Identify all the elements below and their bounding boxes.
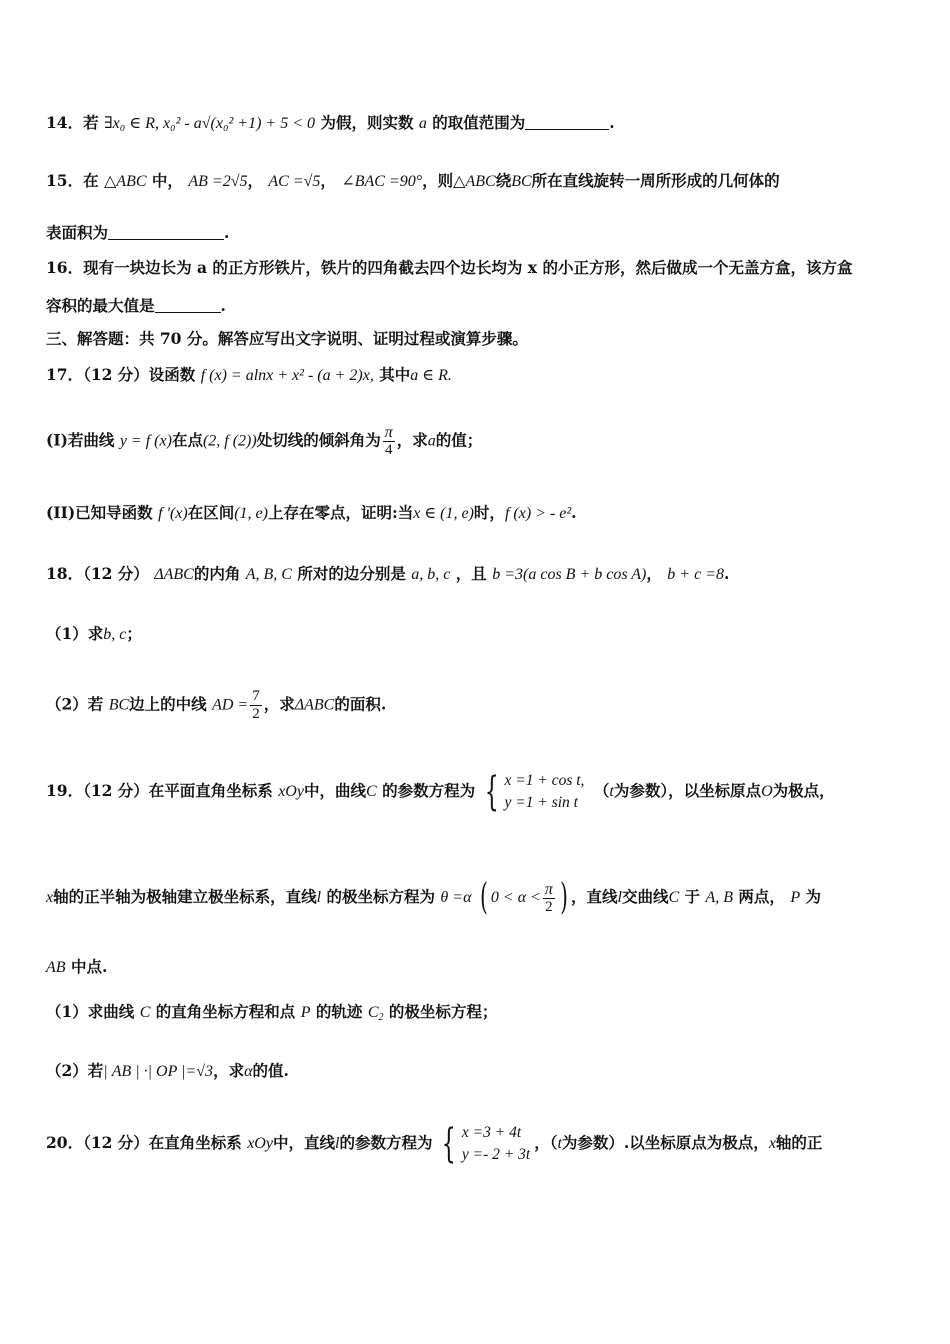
q19-p2-math: | AB | ·| OP |=√3 (103, 1063, 214, 1080)
q18-p1: （1）求 (46, 624, 104, 643)
question-16-line2 (46, 295, 226, 317)
q17-p2-x: x ∈ (1, e) (413, 505, 474, 522)
question-14 (46, 112, 615, 135)
q17-function: f (x) = alnx + x² - (a + 2)x, (200, 367, 374, 384)
q19-l2-l: l (316, 889, 322, 906)
q18-frac-num: 7 (252, 688, 260, 704)
q19-l2-cond: 0 < α < (490, 889, 541, 906)
q18-text1: 的内角 (193, 564, 241, 583)
q20-text3: ，（ (534, 1133, 558, 1152)
q19-l2-p: P (790, 889, 801, 906)
q19-o: O (761, 783, 773, 800)
question-17 (46, 364, 452, 387)
q17-p2-end: . (571, 503, 577, 522)
q17-p2-a: (II)已知导函数 (46, 503, 153, 522)
q18-eq2: b + c =8 (667, 566, 724, 583)
question-17-part1 (46, 424, 482, 459)
q19-text4: 为参数），以坐标原点 (613, 781, 762, 800)
question-16 (46, 257, 852, 279)
question-20 (46, 1122, 822, 1166)
q17-p1-point: (2, f (2)) (202, 432, 257, 450)
q18-sides: a, b, c (411, 566, 451, 583)
question-19-part1 (46, 1001, 497, 1029)
q19-l2-b: 的极坐标方程为 (326, 887, 435, 906)
q20-text4: 为参数）.以坐标原点为极点， (561, 1133, 769, 1152)
q19-l2-l-2: l (617, 889, 622, 906)
q19-l2-c-var: C (668, 889, 680, 906)
question-17-part2 (46, 502, 577, 525)
q15-answer-blank[interactable] (108, 223, 224, 240)
q15-text4: 所在直线旋转一周所形成的几何体的 (531, 171, 780, 190)
q16-line2-text: 容积的最大值是 (46, 296, 155, 315)
q19-p1-end: 的极坐标方程； (388, 1002, 498, 1021)
q19-text2: 的参数方程为 (382, 781, 476, 800)
q15-bc: BC (511, 173, 532, 190)
q14-condition: ∃x₀ ∈ R, x₀² - a√(x₀² +1) + 5 < 0 (103, 115, 316, 132)
section-3-text: 三、解答题：共 70 分。解答应写出文字说明、证明过程或演算步骤。 (46, 329, 528, 348)
q19-l2-f: 两点， (738, 887, 785, 906)
q18-text2: 所对的边分别是 (297, 564, 406, 583)
q19-p1: （1）求曲线 (46, 1002, 135, 1021)
q17-p1-c: 处切线的倾斜角为 (256, 430, 381, 450)
q16-answer-blank[interactable] (155, 296, 221, 313)
q18-frac-den: 2 (252, 706, 260, 722)
q19-p1-c2 (368, 1004, 384, 1021)
q15-text3: 绕 (495, 171, 512, 190)
question-19 (46, 770, 835, 814)
q14-number: 14．若 (46, 113, 99, 132)
q17-p2-derivative: f '(x) (158, 505, 188, 522)
q19-brace: { (484, 769, 499, 815)
q20-parametric-system (436, 1122, 530, 1166)
q20-head: 20．（12 分）在直角坐标系 (46, 1133, 242, 1152)
q18-p2-triangle: ΔABC (294, 696, 335, 714)
q19-head: 19．（12 分）在平面直角坐标系 (46, 781, 273, 800)
q19-xoy: xOy (278, 783, 304, 800)
q15-angle: ∠BAC =90° (341, 173, 423, 190)
q19-t: t (609, 783, 614, 800)
question-18: 18．（12 分） ΔABC的内角 A, B, C 所对的边分别是 a, b, c ，且 b =3(a cos B + b cos A)， b + c =8. (46, 564, 730, 583)
q18-angles: A, B, C (245, 566, 292, 583)
q20-sys-row1: x =3 + 4t (461, 1124, 522, 1141)
q19-p2-alpha: α (244, 1063, 253, 1080)
q19-l2-e: 于 (684, 887, 701, 906)
q15-text1: 中， (151, 171, 183, 190)
q20-xoy: xOy (247, 1135, 273, 1152)
q19-l2-g: 为 (805, 887, 822, 906)
q14-answer-blank[interactable] (525, 113, 609, 130)
q19-p1-text2: 的轨迹 (315, 1002, 363, 1021)
q17-p1-var: a (427, 432, 436, 450)
q18-p2-bc: BC (108, 696, 130, 714)
q19-paren-right: ) (560, 877, 568, 918)
q15-ac: AC =√5 (268, 173, 321, 190)
q15-end: . (224, 223, 230, 242)
q17-p1-a: (I)若曲线 (46, 430, 115, 450)
q20-x: x (768, 1135, 776, 1152)
q18-p2-ad: AD = (212, 696, 249, 714)
q20-t: t (557, 1135, 562, 1152)
q14-end: . (609, 113, 615, 132)
q17-p2-c: 上存在零点，证明:当 (267, 503, 414, 522)
q18-text3: ，且 (455, 564, 487, 583)
q19-p2-end: 的值. (252, 1061, 289, 1080)
q19-c: C (365, 783, 377, 800)
q18-p2-text2: ，求 (263, 694, 295, 714)
q20-text2: 的参数方程为 (339, 1133, 433, 1152)
q19-p1-c2-sub: 2 (378, 1012, 384, 1023)
q18-p2-fraction (250, 688, 262, 723)
q19-l2-x: x (46, 889, 54, 906)
q15-number: 15．在 (46, 171, 99, 190)
question-15-line2 (46, 222, 229, 244)
q19-p2-text: ，求 (213, 1061, 245, 1080)
q19-text5: 为极点， (772, 781, 835, 800)
q19-parametric-system (479, 770, 584, 814)
question-19-line3 (46, 956, 107, 979)
q18-p2-end: 的面积. (334, 694, 387, 714)
question-18-part2 (46, 688, 386, 723)
q17-p1-e: 的值； (435, 430, 483, 450)
q17-p2-interval: (1, e) (234, 505, 268, 522)
q16-end: . (220, 296, 226, 315)
q14-text: 为假，则实数 (320, 113, 414, 132)
q19-p1-p: P (300, 1004, 311, 1021)
q19-p1-text: 的直角坐标方程和点 (155, 1002, 296, 1021)
q15-text2: ，则 (422, 171, 454, 190)
q19-p1-c: C (139, 1004, 151, 1021)
q20-l: l (334, 1135, 340, 1152)
q14-var: a (418, 115, 427, 132)
q17-p2-inequality: f (x) > - e² (504, 505, 572, 522)
q17-cond: 其中 (379, 365, 411, 384)
q19-l3-ab: AB (46, 959, 66, 976)
q20-sys-row2: y =- 2 + 3t (461, 1146, 531, 1163)
q15-line2-text: 表面积为 (46, 223, 109, 242)
q19-p1-c2-letter: C (367, 1004, 379, 1021)
q18-eq1: b =3(a cos B + b cos A) (492, 566, 647, 583)
q18-p2: （2）若 (46, 694, 104, 714)
q18-head: 18．（12 分） (46, 564, 149, 583)
q19-l3-text: 中点. (70, 957, 108, 976)
q18-p1-math: b, c (103, 626, 127, 643)
q17-frac-den: 4 (384, 442, 393, 458)
q20-text1: 中，直线 (272, 1133, 335, 1152)
q17-p2-d: 时， (473, 503, 505, 522)
q17-p1-curve: y = f (x) (119, 432, 172, 450)
q19-text1: 中，曲线 (303, 781, 366, 800)
q17-p1-b: 在点 (171, 430, 203, 450)
q19-sys-row2: y =1 + sin t (504, 794, 578, 811)
q15-triangle: △ABC (103, 173, 147, 190)
q19-l2-d: 交曲线 (621, 887, 669, 906)
section-3-heading (46, 328, 528, 350)
q17-cond-math: a ∈ R. (410, 367, 452, 384)
q17-p2-b: 在区间 (187, 503, 235, 522)
q19-l2-eq: θ =α (440, 889, 472, 906)
q19-p2: （2）若 (46, 1061, 104, 1080)
q19-text3: （ (593, 781, 610, 800)
q20-text5: 轴的正 (775, 1133, 823, 1152)
q15-triangle-2: △ABC (453, 173, 496, 190)
question-19-part2 (46, 1060, 289, 1083)
q19-l2-a: 轴的正半轴为极轴建立极坐标系，直线 (53, 887, 317, 906)
q17-p1-d: ，求 (396, 430, 428, 450)
question-15: 15．在 △ABC 中， AB =2√5， AC =√5， ∠BAC =90°，则△ABC绕BC所在直线旋转一周所形成的几何体的 (46, 171, 780, 190)
q19-paren-left: ( (480, 877, 488, 918)
question-18-part1 (46, 623, 142, 646)
q19-sys-row1: x =1 + cos t, (504, 772, 585, 789)
q18-p1-end: ； (126, 624, 142, 643)
q19-l2-ab: A, B (705, 889, 734, 906)
q19-l2-fraction (543, 881, 555, 916)
q20-brace: { (442, 1121, 457, 1167)
q14-text2: 的取值范围为 (432, 113, 526, 132)
question-19-line2 (46, 877, 822, 918)
q19-frac-den: 2 (545, 898, 553, 915)
q17-frac-num: π (384, 424, 393, 441)
q17-head: 17．（12 分）设函数 (46, 365, 196, 384)
q15-ab: AB =2√5 (188, 173, 248, 190)
q18-p2-text: 边上的中线 (129, 694, 207, 714)
q17-p1-fraction (383, 424, 395, 459)
q16-line1: 16．现有一块边长为 a 的正方形铁片，铁片的四角截去四个边长均为 x 的小正方形，然后做成一个无盖方盒，该方盒 (46, 258, 853, 277)
q19-frac-num: π (544, 880, 553, 898)
q18-triangle: ΔABC (154, 566, 194, 583)
q19-l2-c: ，直线 (570, 887, 618, 906)
